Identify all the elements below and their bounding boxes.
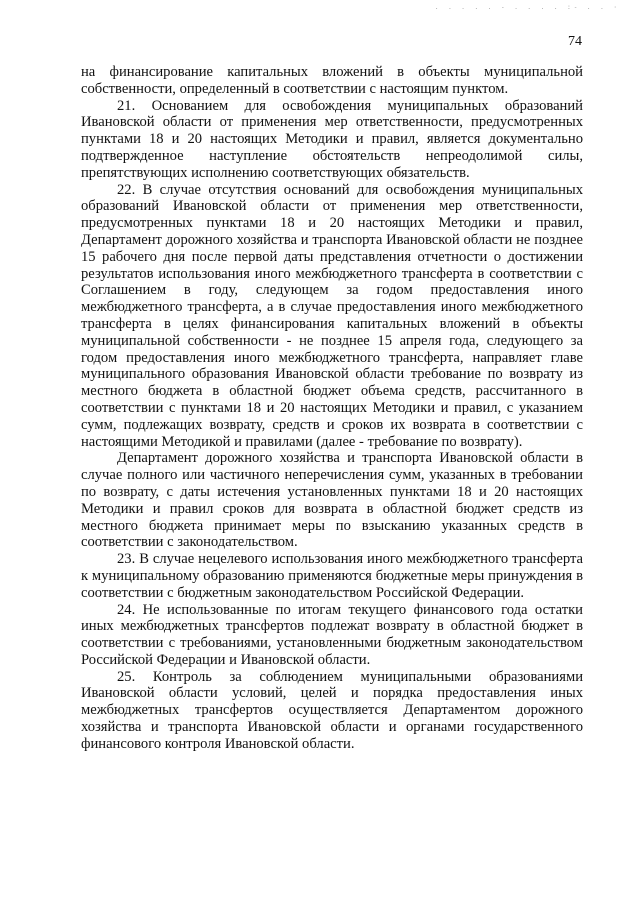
- paragraph-24: 24. Не использованные по итогам текущего финансового года остатки иных межбюджетных трансфертов подлежат возврату в областной бюджет в соответствии с требованиями, установленными бюджетным законодательством Российской Федерации и Ивановской области.: [81, 601, 583, 668]
- paragraph-25: 25. Контроль за соблюдением муниципальными образованиями Ивановской области условий, целей и порядка предоставления иных межбюджетных трансфертов осуществляется Департаментом дорожного хозяйства и транспорта Ивановской области и органами государственного финансового контроля Ивановской области.: [81, 668, 583, 752]
- document-body: [81, 64, 583, 753]
- paragraph-22-enforcement: Департамент дорожного хозяйства и транспорта Ивановской области в случае полного или частичного неперечисления сумм, указанных в требовании по возврату, с даты истечения установленных пунктами 18 и 20 настоящих Методики и правил сроков для возврата в областной бюджет средств из местного бюджета принимает меры по взысканию указанных средств в соответствии с законодательством.: [81, 450, 583, 551]
- paragraph-22: 22. В случае отсутствия оснований для освобождения муниципальных образований Ивановской области от применения мер ответственности, предусмотренных пунктами 18 и 20 настоящих Методики и правил, Департамент дорожного хозяйства и транспорта Ивановской области не позднее 15 рабочего дня после первой даты представления отчетности о достижении результатов использования иного межбюджетного трансферта в соответствии с Соглашением в году, следующем за годом предоставления иного межбюджетного трансферта, а в случае предоставления иного межбюджетного трансферта в целях финансирования капитальных вложений в объекты муниципальной собственности - не позднее 15 апреля года, следующего за годом предоставления иного межбюджетного трансферта, направляет главе муниципального образования Ивановской области требование по возврату из местного бюджета в областной бюджет объема средств, рассчитанного в соответствии с пунктами 18 и 20 настоящих Методики и правил, с указанием сумм, подлежащих возврату, средств и сроков их возврата в соответствии с настоящими Методикой и правилами (далее - требование по возврату).: [81, 181, 583, 450]
- scan-artifact-marks: . . . . . - . . . . :- . . ·: [434, 4, 620, 11]
- paragraph-21: 21. Основанием для освобождения муниципальных образований Ивановской области от применения мер ответственности, предусмотренных пунктами 18 и 20 настоящих Методики и правил, является документально подтвержденное наступление обстоятельств непреодолимой силы, препятствующих исполнению соответствующих обязательств.: [81, 97, 583, 181]
- paragraph-23: 23. В случае нецелевого использования иного межбюджетного трансферта к муниципальному образованию применяются бюджетные меры принуждения в соответствии с бюджетным законодательством Российской Федерации.: [81, 551, 583, 601]
- page-number: 74: [568, 34, 582, 49]
- paragraph-continuation: на финансирование капитальных вложений в объекты муниципальной собственности, определенный в соответствии с настоящим пунктом.: [81, 64, 583, 97]
